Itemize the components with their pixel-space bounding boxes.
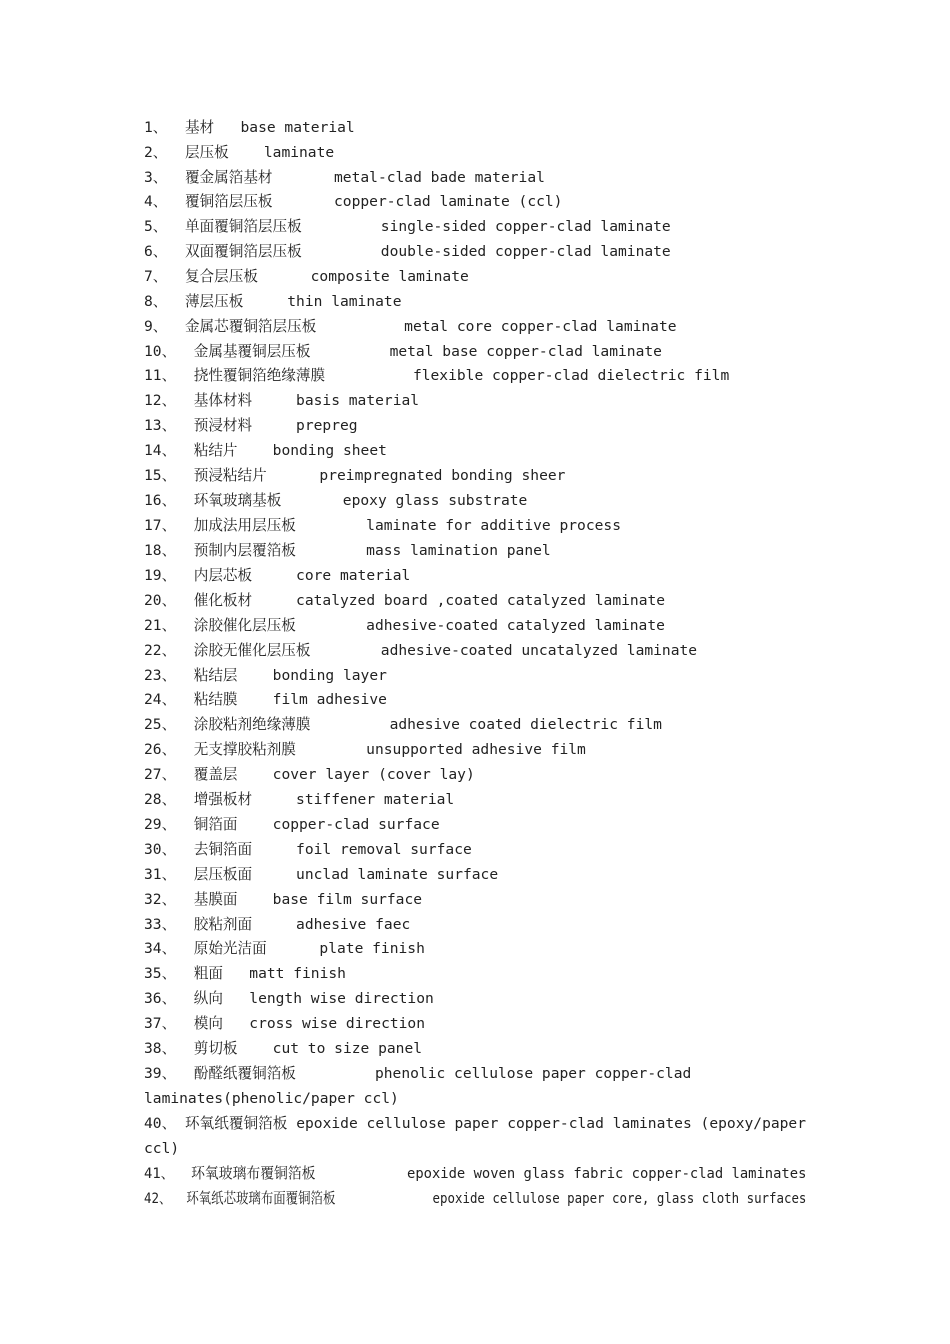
- glossary-line: 19、 内层芯板 core material: [144, 567, 411, 584]
- glossary-line: 29、 铜箔面 copper-clad surface: [144, 816, 440, 833]
- glossary-line: 14、 粘结片 bonding sheet: [144, 442, 387, 459]
- glossary-line: 42、 环氧纸芯玻璃布面覆铜箔板 epoxide cellulose paper core, glass cloth surfaces: [144, 1190, 807, 1207]
- glossary-line: 40、 环氧纸覆铜箔板 epoxide cellulose paper copper-clad laminates (epoxy/paper: [144, 1115, 806, 1132]
- glossary-line: 41、 环氧玻璃布覆铜箔板 epoxide woven glass fabric copper-clad laminates: [144, 1165, 807, 1182]
- glossary-line: 9、 金属芯覆铜箔层压板 metal core copper-clad laminate: [144, 318, 677, 335]
- glossary-line: ccl): [144, 1140, 180, 1157]
- glossary-line: 1、 基材 base material: [144, 119, 355, 136]
- glossary-line: 13、 预浸材料 prepreg: [144, 417, 358, 434]
- glossary-line: 3、 覆金属箔基材 metal-clad bade material: [144, 169, 545, 186]
- glossary-line: 16、 环氧玻璃基板 epoxy glass substrate: [144, 492, 528, 509]
- glossary-line: 23、 粘结层 bonding layer: [144, 667, 387, 684]
- glossary-line: 4、 覆铜箔层压板 copper-clad laminate (ccl): [144, 193, 563, 210]
- glossary-line: 27、 覆盖层 cover layer (cover lay): [144, 766, 475, 783]
- glossary-line: 37、 模向 cross wise direction: [144, 1015, 426, 1032]
- glossary-line: 28、 增强板材 stiffener material: [144, 791, 455, 808]
- glossary-line: 39、 酚醛纸覆铜箔板 phenolic cellulose paper copper-clad: [144, 1065, 692, 1082]
- glossary-line: laminates(phenolic/paper ccl): [144, 1090, 399, 1107]
- glossary-line: 26、 无支撑胶粘剂膜 unsupported adhesive film: [144, 741, 586, 758]
- glossary-line: 38、 剪切板 cut to size panel: [144, 1040, 423, 1057]
- glossary-line: 36、 纵向 length wise direction: [144, 990, 434, 1007]
- glossary-line: 8、 薄层压板 thin laminate: [144, 293, 402, 310]
- glossary-line: 12、 基体材料 basis material: [144, 392, 420, 409]
- glossary-line: 33、 胶粘剂面 adhesive faec: [144, 916, 411, 933]
- glossary-line: 17、 加成法用层压板 laminate for additive process: [144, 517, 621, 534]
- glossary-line: 18、 预制内层覆箔板 mass lamination panel: [144, 542, 551, 559]
- glossary-line: 24、 粘结膜 film adhesive: [144, 691, 387, 708]
- glossary-line: 34、 原始光洁面 plate finish: [144, 940, 425, 957]
- glossary-line: 25、 涂胶粘剂绝缘薄膜 adhesive coated dielectric film: [144, 716, 662, 733]
- glossary-line: 15、 预浸粘结片 preimpregnated bonding sheer: [144, 467, 566, 484]
- glossary-line: 11、 挠性覆铜箔绝缘薄膜 flexible copper-clad dielectric film: [144, 367, 730, 384]
- glossary-line: 35、 粗面 matt finish: [144, 965, 346, 982]
- glossary-line: 31、 层压板面 unclad laminate surface: [144, 866, 499, 883]
- glossary-line: 7、 复合层压板 composite laminate: [144, 268, 469, 285]
- glossary-line: 32、 基膜面 base film surface: [144, 891, 423, 908]
- glossary-line: 5、 单面覆铜箔层压板 single-sided copper-clad laminate: [144, 218, 671, 235]
- glossary-line: 10、 金属基覆铜层压板 metal base copper-clad laminate: [144, 343, 662, 360]
- glossary-line: 2、 层压板 laminate: [144, 144, 335, 161]
- glossary-line: 22、 涂胶无催化层压板 adhesive-coated uncatalyzed laminate: [144, 642, 698, 659]
- glossary-line: 21、 涂胶催化层压板 adhesive-coated catalyzed laminate: [144, 617, 665, 634]
- glossary-line: 6、 双面覆铜箔层压板 double-sided copper-clad laminate: [144, 243, 671, 260]
- glossary-line: 20、 催化板材 catalyzed board ,coated catalyzed laminate: [144, 592, 666, 609]
- glossary-line: 30、 去铜箔面 foil removal surface: [144, 841, 472, 858]
